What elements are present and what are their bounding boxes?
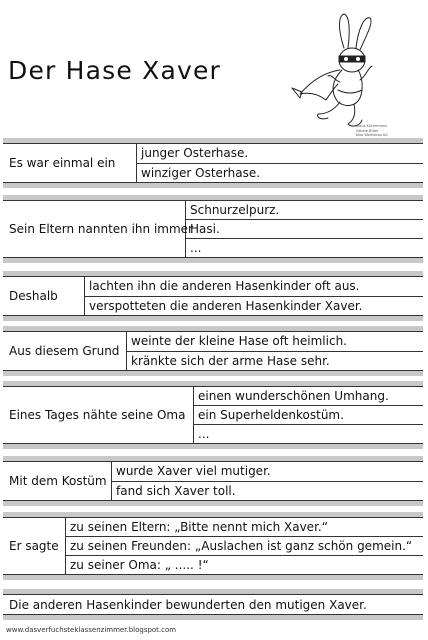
option-item[interactable]: verspotteten die anderen Hasenkinder Xaver. <box>85 296 423 316</box>
option-item[interactable]: ... <box>194 424 423 443</box>
final-sentence: Die anderen Hasenkinder bewunderten den mutigen Xaver. <box>9 597 367 612</box>
credit-line: Klaus Küchemann <box>356 124 388 128</box>
sentence-row-1 <box>3 138 423 188</box>
option-item[interactable]: winziger Osterhase. <box>137 163 423 183</box>
option-item[interactable]: wurde Xaver viel mutiger. <box>116 464 271 479</box>
credit-line: Sabine Büter <box>356 128 379 133</box>
options-list <box>194 387 423 443</box>
row-label: Es war einmal ein <box>3 144 137 182</box>
row-label: Eines Tages nähte seine Oma <box>3 387 194 443</box>
footer-url: www.dasverfuchsteklassenzimmer.blogspot.com <box>6 626 177 634</box>
sentence-row-6 <box>3 456 423 506</box>
options-list <box>186 201 423 257</box>
row-label: Mit dem Kostüm <box>3 462 112 500</box>
sentence-row-3 <box>3 271 423 321</box>
credit-line: Kiko Workshop AG <box>356 133 388 137</box>
option-item[interactable]: ein Superheldenkostüm. <box>194 405 423 424</box>
sentence-row-4 <box>3 326 423 376</box>
sentence-row-7 <box>3 512 423 580</box>
option-item[interactable]: Schnurzelpurz. <box>190 203 280 217</box>
final-sentence-row <box>3 589 423 620</box>
option-item[interactable]: kränkte sich der arme Hase sehr. <box>127 351 423 371</box>
options-list <box>137 144 423 182</box>
options-list <box>85 277 423 315</box>
option-item[interactable]: zu seinen Freunden: „Auslachen ist ganz schön gemein.“ <box>66 536 423 555</box>
superhero-bunny-illustration <box>282 10 422 130</box>
row-label: Deshalb <box>3 277 85 315</box>
row-label: Aus diesem Grund <box>3 332 127 370</box>
row-label: Sein Eltern nannten ihn immer <box>3 201 186 257</box>
options-list <box>112 462 423 500</box>
option-item[interactable]: weinte der kleine Hase oft heimlich. <box>131 334 347 349</box>
option-item[interactable]: lachten ihn die anderen Hasenkinder oft aus. <box>89 279 360 294</box>
option-item[interactable]: einen wunderschönen Umhang. <box>198 389 389 403</box>
option-item[interactable]: junger Osterhase. <box>141 146 249 161</box>
option-item[interactable]: fand sich Xaver toll. <box>112 481 423 501</box>
option-item[interactable]: ... <box>186 238 423 257</box>
sentence-row-5 <box>3 381 423 449</box>
sentence-row-2 <box>3 195 423 263</box>
option-item[interactable]: zu seiner Oma: „ ..... !“ <box>66 555 423 574</box>
option-item[interactable]: Hasi. <box>186 219 423 238</box>
row-label: Er sagte <box>3 518 66 574</box>
options-list <box>66 518 423 574</box>
worksheet-title: Der Hase Xaver <box>8 56 222 85</box>
illustration-credit <box>356 124 422 138</box>
options-list <box>127 332 423 370</box>
option-item[interactable]: zu seinen Eltern: „Bitte nennt mich Xaver.“ <box>70 520 328 534</box>
